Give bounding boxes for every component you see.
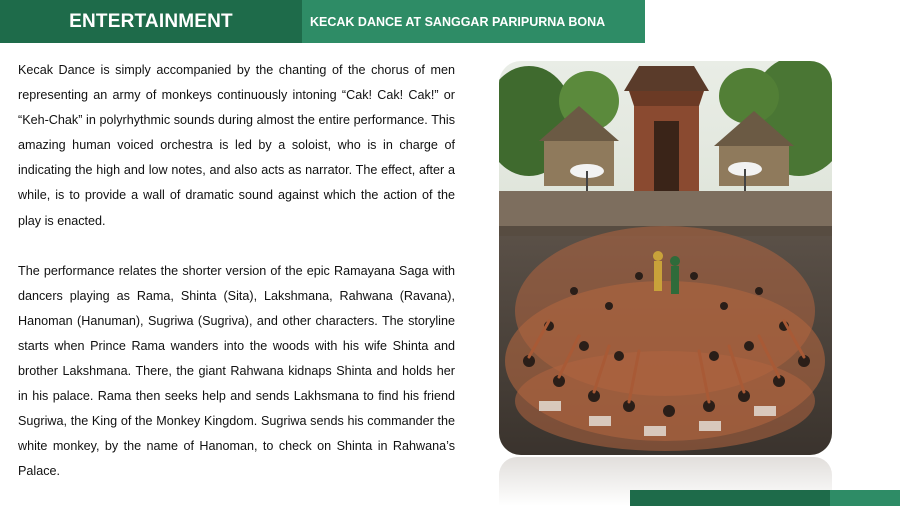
section-title-bar xyxy=(0,0,302,43)
kecak-dance-illustration xyxy=(499,61,832,455)
footer-accent-dark xyxy=(630,490,830,506)
paragraph-story: The performance relates the shorter version of the epic Ramayana Saga with dancers playing as Rama, Shinta (Sita), Lakshmana, Rahwana (Ravana), Hanoman (Hanuman), Sugriwa (Sugriva), and other characters. The storyline starts when Prince Rama wanders into the woods with his wife Shinta and brother Lakshmana. There, the giant Rahwana kidnaps Shinta and holds her in his palace. Rama then seeks help and sends Lakhsmana to find his friend Sugriwa, the King of the Monkey Kingdom. Sugriwa sends his commander the white monkey, by the name of Hanoman, to check on Shinta in Rahwana’s Palace. xyxy=(18,263,455,479)
article-body xyxy=(18,58,455,485)
footer-accent-light xyxy=(830,490,900,506)
page-title-bar xyxy=(302,0,645,43)
page-title: KECAK DANCE AT SANGGAR PARIPURNA BONA xyxy=(310,14,606,29)
kecak-dance-photo xyxy=(499,61,832,455)
section-title: ENTERTAINMENT xyxy=(69,10,233,32)
paragraph-intro: Kecak Dance is simply accompanied by the chanting of the chorus of men representing an army of monkeys continuously intoning “Cak! Cak! Cak!” or “Keh-Chak” in polyrhythmic sounds during almost the entire performance. This amazing human voiced orchestra is led by a soloist, who is in charge of indicating the high and low notes, and also acts as narrator. The effect, after a while, is to provide a wall of dramatic sound against which the action of the play is enacted. xyxy=(18,63,455,228)
